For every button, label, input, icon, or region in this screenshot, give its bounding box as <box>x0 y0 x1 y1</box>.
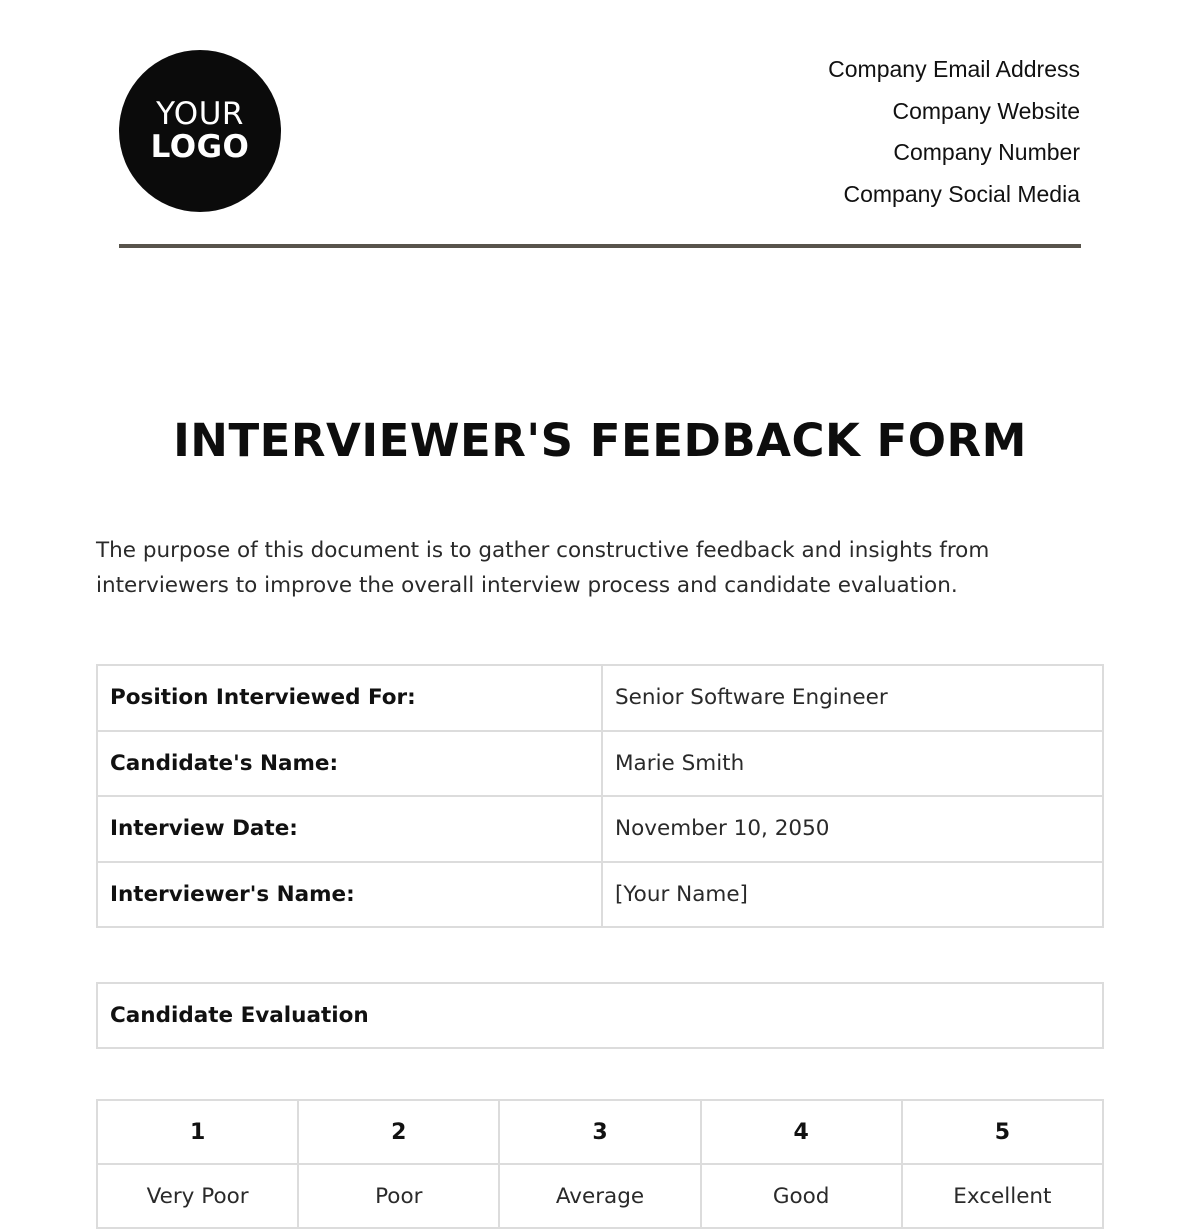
intro-paragraph: The purpose of this document is to gather constructive feedback and insights from interviewers to improve the overall interview process and candidate evaluation. <box>96 538 990 598</box>
header-divider <box>119 244 1081 248</box>
rating-label: Poor <box>298 1164 499 1228</box>
candidate-evaluation-header <box>96 982 1104 1049</box>
interview-date-value[interactable]: November 10, 2050 <box>602 796 1103 862</box>
rating-label: Excellent <box>902 1164 1103 1228</box>
interview-date-label: Interview Date: <box>97 796 602 862</box>
rating-label: Very Poor <box>97 1164 298 1228</box>
company-website: Company Website <box>892 97 1080 124</box>
interview-info-table <box>96 664 1104 928</box>
table-row <box>97 983 1103 1048</box>
rating-number: 3 <box>499 1100 700 1164</box>
logo-line-1: YOUR <box>156 96 244 133</box>
rating-scale-numbers-row <box>97 1100 1103 1164</box>
table-row <box>97 862 1103 928</box>
rating-label: Good <box>701 1164 902 1228</box>
table-row <box>97 665 1103 731</box>
rating-scale-labels-row <box>97 1164 1103 1228</box>
company-social-media: Company Social Media <box>843 180 1080 207</box>
position-value[interactable]: Senior Software Engineer <box>602 665 1103 731</box>
rating-number: 5 <box>902 1100 1103 1164</box>
table-row <box>97 731 1103 797</box>
logo-line-2: LOGO <box>150 129 250 165</box>
table-row <box>97 796 1103 862</box>
rating-label: Average <box>499 1164 700 1228</box>
candidate-name-value[interactable]: Marie Smith <box>602 731 1103 797</box>
company-logo <box>119 50 281 212</box>
document-title: INTERVIEWER'S FEEDBACK FORM <box>173 414 1027 467</box>
rating-number: 2 <box>298 1100 499 1164</box>
interviewer-name-label: Interviewer's Name: <box>97 862 602 928</box>
rating-number: 1 <box>97 1100 298 1164</box>
candidate-evaluation-heading: Candidate Evaluation <box>97 983 1103 1048</box>
position-label: Position Interviewed For: <box>97 665 602 731</box>
company-number: Company Number <box>893 139 1080 165</box>
company-contact-block <box>828 52 1080 218</box>
rating-scale-table <box>96 1099 1104 1229</box>
rating-number: 4 <box>701 1100 902 1164</box>
candidate-name-label: Candidate's Name: <box>97 731 602 797</box>
company-email: Company Email Address <box>828 56 1080 82</box>
interviewer-name-value[interactable]: [Your Name] <box>602 862 1103 928</box>
